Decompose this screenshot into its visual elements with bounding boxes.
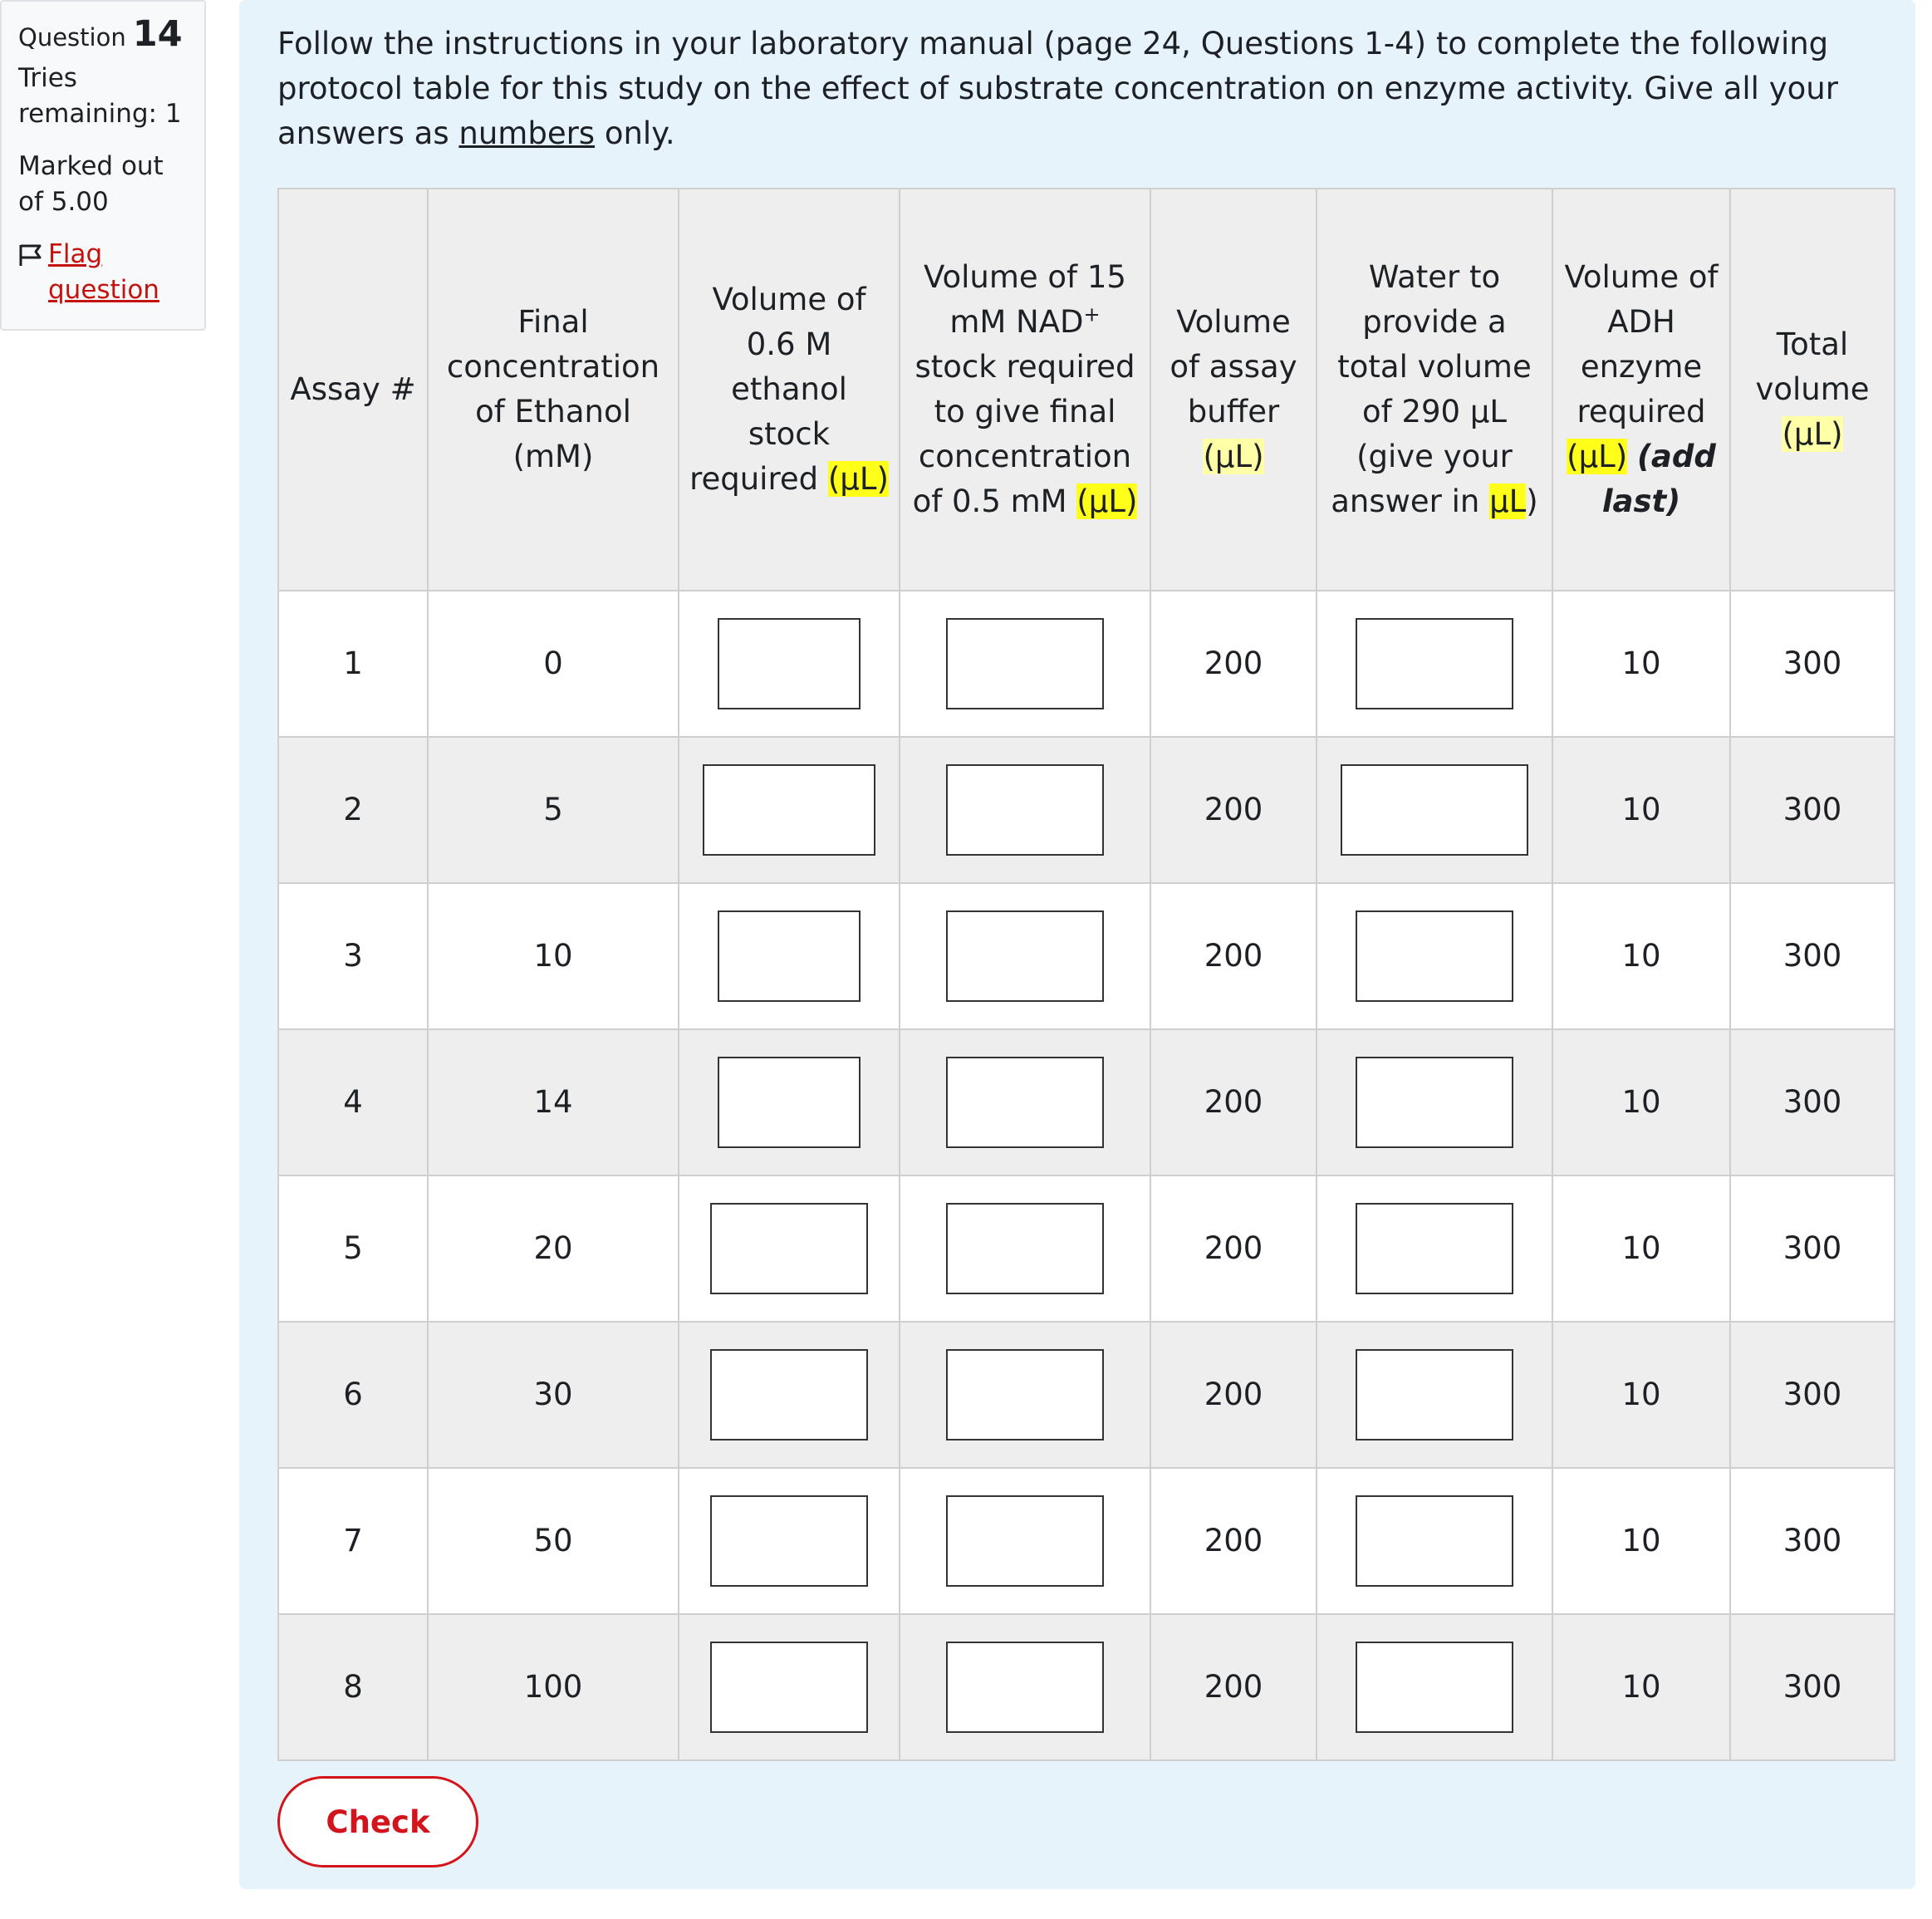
total-volume: 300 [1730,1322,1895,1468]
ethanol-volume-input[interactable] [703,764,875,856]
water-volume-input[interactable] [1356,618,1513,709]
flag-question-link[interactable] [18,237,188,308]
water-volume-input[interactable] [1356,1203,1513,1294]
final-concentration: 10 [428,883,679,1029]
buffer-volume: 200 [1150,883,1317,1029]
adh-volume: 10 [1552,883,1730,1029]
total-volume: 300 [1730,1614,1895,1760]
nad-volume-input[interactable] [946,1203,1104,1294]
question-text-main: Follow the instructions in your laboratory manual (page 24, Questions 1-4) to complete the following protocol table for this study on the effect of substrate concentration on enzyme activity. Give all your answers as [277,26,1838,151]
nad-volume-input[interactable] [946,1057,1104,1148]
question-number [18,13,188,56]
header-final-concentration: Final concentration of Ethanol (mM) [428,189,679,591]
buffer-volume: 200 [1150,737,1317,883]
question-text-end: only. [595,115,675,151]
assay-number: 6 [278,1322,428,1468]
water-volume-input[interactable] [1356,1495,1513,1587]
flag-icon [18,237,43,277]
marks-info: Marked out of 5.00 [18,151,164,217]
ethanol-volume-input[interactable] [710,1642,868,1733]
question-label: Question [18,23,126,52]
protocol-table [277,188,1895,1761]
ethanol-volume-input[interactable] [710,1495,868,1587]
header-nad-volume: Volume of 15 mM NAD+ stock required to give final concentration of 0.5 mM (µL) [900,189,1150,591]
header-buffer-volume: Volume of assay buffer (µL) [1150,189,1317,591]
buffer-volume: 200 [1150,1175,1317,1322]
buffer-volume: 200 [1150,1614,1317,1760]
nad-volume-input[interactable] [946,910,1104,1002]
ethanol-volume-input[interactable] [710,1203,868,1294]
table-row [278,883,1895,1029]
table-row [278,1468,1895,1614]
header-ethanol-volume: Volume of 0.6 M ethanol stock required (µL) [679,189,900,591]
total-volume: 300 [1730,883,1895,1029]
unit-label: (µL) [1076,483,1138,519]
assay-number: 3 [278,883,428,1029]
final-concentration: 100 [428,1614,679,1760]
question-info-panel [0,0,206,331]
final-concentration: 50 [428,1468,679,1614]
unit-label: (µL) [1782,416,1843,452]
assay-number: 7 [278,1468,428,1614]
question-content-panel [239,0,1915,1889]
assay-number: 1 [278,591,428,737]
water-volume-input[interactable] [1356,910,1513,1002]
assay-number: 5 [278,1175,428,1322]
flag-question-label[interactable]: Flag question [48,239,159,305]
adh-volume: 10 [1552,1614,1730,1760]
unit-label: µL [1489,483,1527,519]
tries-remaining: Tries remaining: 1 [18,63,182,129]
total-volume: 300 [1730,1468,1895,1614]
check-button[interactable]: Check [277,1776,478,1867]
final-concentration: 20 [428,1175,679,1322]
water-volume-input[interactable] [1356,1349,1513,1440]
adh-volume: 10 [1552,591,1730,737]
question-number-value: 14 [132,13,183,55]
ethanol-volume-input[interactable] [718,910,861,1002]
unit-label: (µL) [827,461,889,497]
adh-volume: 10 [1552,737,1730,883]
table-row [278,737,1895,883]
adh-volume: 10 [1552,1322,1730,1468]
water-volume-input[interactable] [1356,1057,1513,1148]
total-volume: 300 [1730,591,1895,737]
water-volume-input[interactable] [1341,764,1528,856]
buffer-volume: 200 [1150,1468,1317,1614]
table-row [278,1322,1895,1468]
total-volume: 300 [1730,737,1895,883]
final-concentration: 0 [428,591,679,737]
table-row [278,1175,1895,1322]
unit-label: (µL) [1203,439,1264,474]
assay-number: 2 [278,737,428,883]
header-row [278,189,1895,591]
total-volume: 300 [1730,1029,1895,1175]
ethanol-volume-input[interactable] [718,1057,861,1148]
add-last-note: (add last) [1601,439,1716,519]
assay-number: 8 [278,1614,428,1760]
table-row [278,1029,1895,1175]
water-volume-input[interactable] [1356,1642,1513,1733]
header-assay: Assay # [278,189,428,591]
buffer-volume: 200 [1150,1322,1317,1468]
header-water-volume: Water to provide a total volume of 290 µL (give your answer in µL) [1317,189,1552,591]
adh-volume: 10 [1552,1029,1730,1175]
final-concentration: 5 [428,737,679,883]
nad-volume-input[interactable] [946,618,1104,709]
nad-volume-input[interactable] [946,1495,1104,1587]
adh-volume: 10 [1552,1468,1730,1614]
final-concentration: 30 [428,1322,679,1468]
nad-volume-input[interactable] [946,1642,1104,1733]
ethanol-volume-input[interactable] [710,1349,868,1440]
final-concentration: 14 [428,1029,679,1175]
buffer-volume: 200 [1150,591,1317,737]
unit-label: (µL) [1567,439,1628,474]
question-text-underlined: numbers [458,115,596,151]
table-row [278,1614,1895,1760]
header-adh-volume: Volume of ADH enzyme required (µL) (add last) [1552,189,1730,591]
table-row [278,591,1895,737]
adh-volume: 10 [1552,1175,1730,1322]
header-total-volume: Total volume (µL) [1730,189,1895,591]
buffer-volume: 200 [1150,1029,1317,1175]
assay-number: 4 [278,1029,428,1175]
ethanol-volume-input[interactable] [718,618,861,709]
question-text [277,22,1889,156]
nad-volume-input[interactable] [946,1349,1104,1440]
nad-volume-input[interactable] [946,764,1104,856]
total-volume: 300 [1730,1175,1895,1322]
